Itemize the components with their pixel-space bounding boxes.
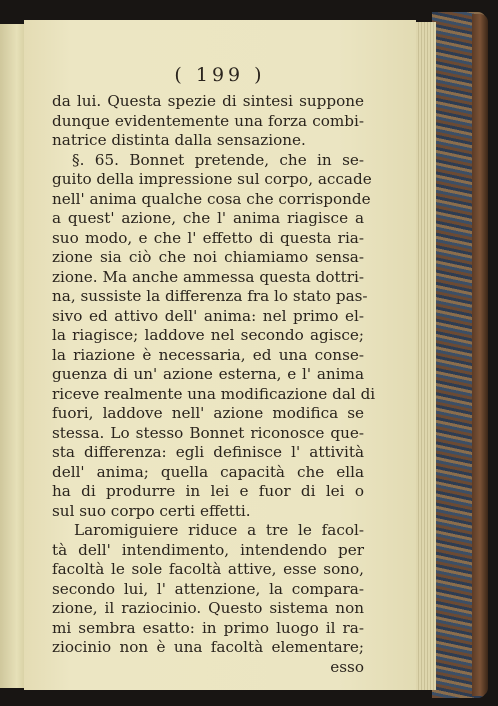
- text-line: sul suo corpo certi effetti.: [52, 501, 251, 520]
- text-line: zione. Ma anche ammessa questa dottri-: [52, 267, 364, 286]
- section-heading-line: §. 65. Bonnet pretende, che in se-: [72, 150, 364, 169]
- text-line: na, sussiste la differenza fra lo stato pas-: [52, 287, 368, 305]
- text-line: dunque evidentemente una forza combi-: [52, 111, 364, 130]
- text-line: ziocinio non è una facoltà elementare;: [52, 638, 364, 656]
- text-line: stessa. Lo stesso Bonnet riconosce que-: [52, 423, 364, 442]
- text-line: nell' anima qualche cosa che corrisponde: [52, 189, 371, 208]
- page-text: [52, 92, 376, 677]
- text-line: fuori, laddove nell' azione modifica se: [52, 404, 364, 422]
- text-line: mi sembra esatto: in primo luogo il ra-: [52, 618, 364, 637]
- text-line: dell' anima; quella capacità che ella: [52, 462, 364, 481]
- cover-spine-edge: [472, 14, 488, 696]
- text-line: suo modo, e che l' effetto di questa ria-: [52, 228, 364, 247]
- text-line: a quest' azione, che l' anima riagisce a: [52, 209, 364, 227]
- text-line: la riazione è necessaria, ed una conse-: [52, 345, 364, 364]
- text-line: sivo ed attivo dell' anima: nel primo el-: [52, 306, 364, 325]
- text-line: ha di produrre in lei e fuor di lei o: [52, 482, 364, 500]
- text-line: facoltà le sole facoltà attive, esse sono,: [52, 560, 364, 578]
- page-number: ( 199 ): [174, 64, 266, 86]
- paragraph-start-line: Laromiguiere riduce a tre le facol-: [74, 521, 364, 539]
- text-line: tà dell' intendimento, intendendo per: [52, 540, 364, 559]
- catchword: esso: [330, 657, 364, 676]
- book-page: [24, 20, 416, 690]
- text-line: da lui. Questa spezie di sintesi suppone: [52, 92, 364, 110]
- text-line: zione sia ciò che noi chiamiamo sensa-: [52, 248, 364, 266]
- text-line: guito della impressione sul corpo, accade: [52, 170, 372, 188]
- text-line: riceve realmente una modificazione dal di: [52, 384, 376, 403]
- text-line: guenza di un' azione esterna, e l' anima: [52, 365, 364, 383]
- text-line: zione, il raziocinio. Questo sistema non: [52, 599, 364, 617]
- text-line: sta differenza: egli definisce l' attività: [52, 443, 364, 461]
- text-line: natrice distinta dalla sensazione.: [52, 131, 306, 149]
- left-page-edge: [0, 24, 24, 688]
- text-line: secondo lui, l' attenzione, la compara-: [52, 579, 364, 598]
- text-line: la riagisce; laddove nel secondo agisce;: [52, 326, 364, 344]
